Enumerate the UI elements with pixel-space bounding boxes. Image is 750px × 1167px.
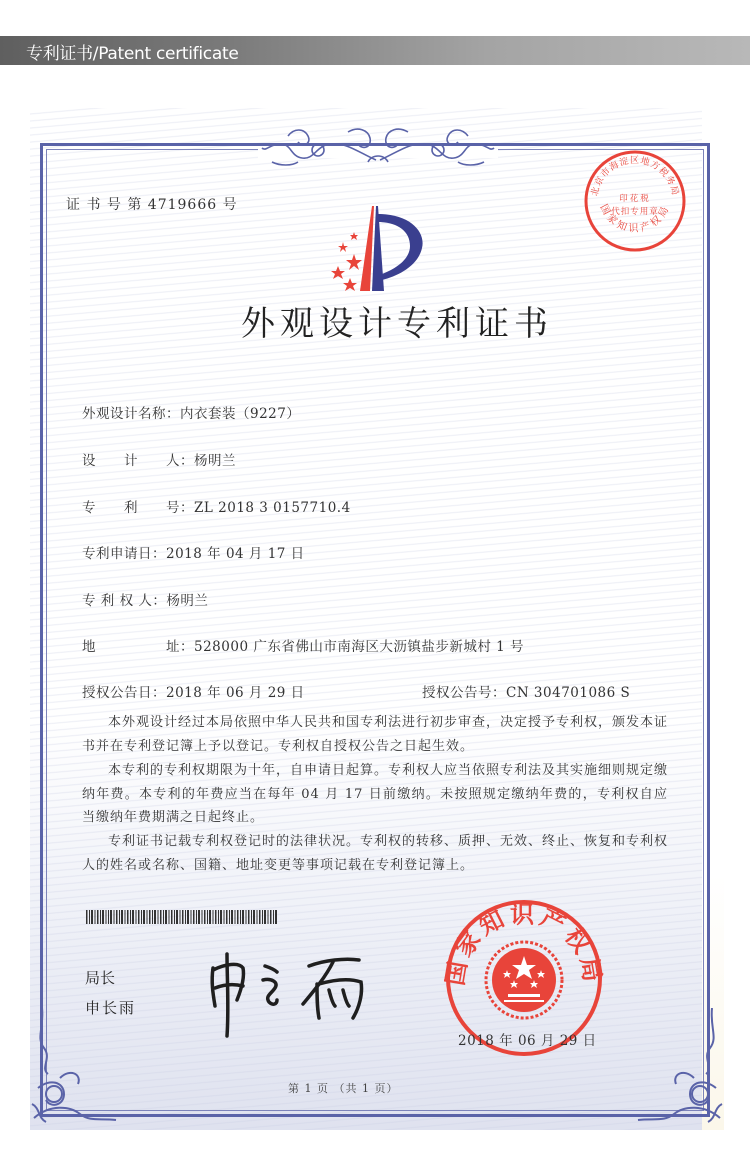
barcode <box>86 910 278 924</box>
field-value: 2018 年 04 月 17 日 <box>166 546 305 562</box>
field-value: 内衣套装（9227） <box>180 406 301 422</box>
svg-text:北京市海淀区地方税务局: 北京市海淀区地方税务局 <box>590 155 680 198</box>
field-label: 授权公告日： <box>82 685 166 701</box>
field-value: 528000 广东省佛山市南海区大沥镇盐步新城村 1 号 <box>194 639 524 655</box>
seal-inner-line1: 印花税 <box>619 194 651 204</box>
field-label: 授权公告号： <box>422 685 506 701</box>
field-label: 专 利 号： <box>82 500 194 516</box>
director-title: 局长 <box>85 969 116 987</box>
svg-text:国家知识产权局: 国家知识产权局 <box>444 900 604 988</box>
field-label: 外观设计名称： <box>82 406 180 422</box>
certificate-title: 外观设计专利证书 <box>241 304 553 344</box>
paragraph-grant: 本外观设计经过本局依照中华人民共和国专利法进行初步审查，决定授予专利权，颁发本证书并在专利登记簿上予以登记。专利权自授权公告之日起生效。 <box>82 715 669 754</box>
tax-stamp-seal <box>582 148 688 254</box>
patent-certificate <box>30 108 724 1130</box>
field-grant-announcement-number <box>422 681 630 701</box>
corner-ornament-icon <box>634 1008 724 1128</box>
top-ornament-icon <box>258 122 498 168</box>
field-label: 设 计 人： <box>82 453 194 469</box>
header-bar <box>0 36 750 65</box>
certificate-number: 证 书 号 第 4719666 号 <box>66 197 238 213</box>
field-value: CN 304701086 S <box>506 685 631 701</box>
seal-inner-line2: 代扣专用章 <box>611 207 659 217</box>
field-label: 专 利 权 人： <box>82 593 167 609</box>
field-value: ZL 2018 3 0157710.4 <box>194 500 351 516</box>
cnipa-logo-icon <box>310 196 440 296</box>
field-patent-number <box>82 496 351 516</box>
director-name: 申长雨 <box>85 999 137 1017</box>
field-application-date <box>82 542 305 562</box>
field-designer <box>82 449 236 469</box>
header-title: 专利证书/Patent certificate <box>26 44 239 64</box>
field-value: 杨明兰 <box>166 593 209 609</box>
svg-text:国家知识产权局: 国家知识产权局 <box>597 202 673 235</box>
page-indicator: 第 1 页 （共 1 页） <box>288 1082 399 1095</box>
field-label: 专利申请日： <box>82 546 166 562</box>
field-design-name <box>82 402 300 422</box>
paragraph-term: 本专利的专利权期限为十年，自申请日起算。专利权人应当依照专利法及其实施细则规定缴纳年费。本专利的年费应当在每年 04 月 17 日前缴纳。未按照规定缴纳年费的，专利权自应当缴纳年费期满之日起终止。 <box>82 763 669 825</box>
field-patentee <box>82 589 208 609</box>
corner-ornament-icon <box>30 1008 120 1128</box>
field-label: 地 址： <box>82 639 194 655</box>
signature-icon <box>205 948 375 1038</box>
field-value: 2018 年 06 月 29 日 <box>166 685 305 701</box>
field-grant-announcement-date <box>82 681 305 701</box>
field-value: 杨明兰 <box>194 453 236 469</box>
issue-date: 2018 年 06 月 29 日 <box>458 1033 597 1049</box>
field-address <box>82 635 524 655</box>
paragraph-legal-status: 专利证书记载专利权登记时的法律状况。专利权的转移、质押、无效、终止、恢复和专利权人的姓名或名称、国籍、地址变更等事项记载在专利登记簿上。 <box>82 834 669 873</box>
